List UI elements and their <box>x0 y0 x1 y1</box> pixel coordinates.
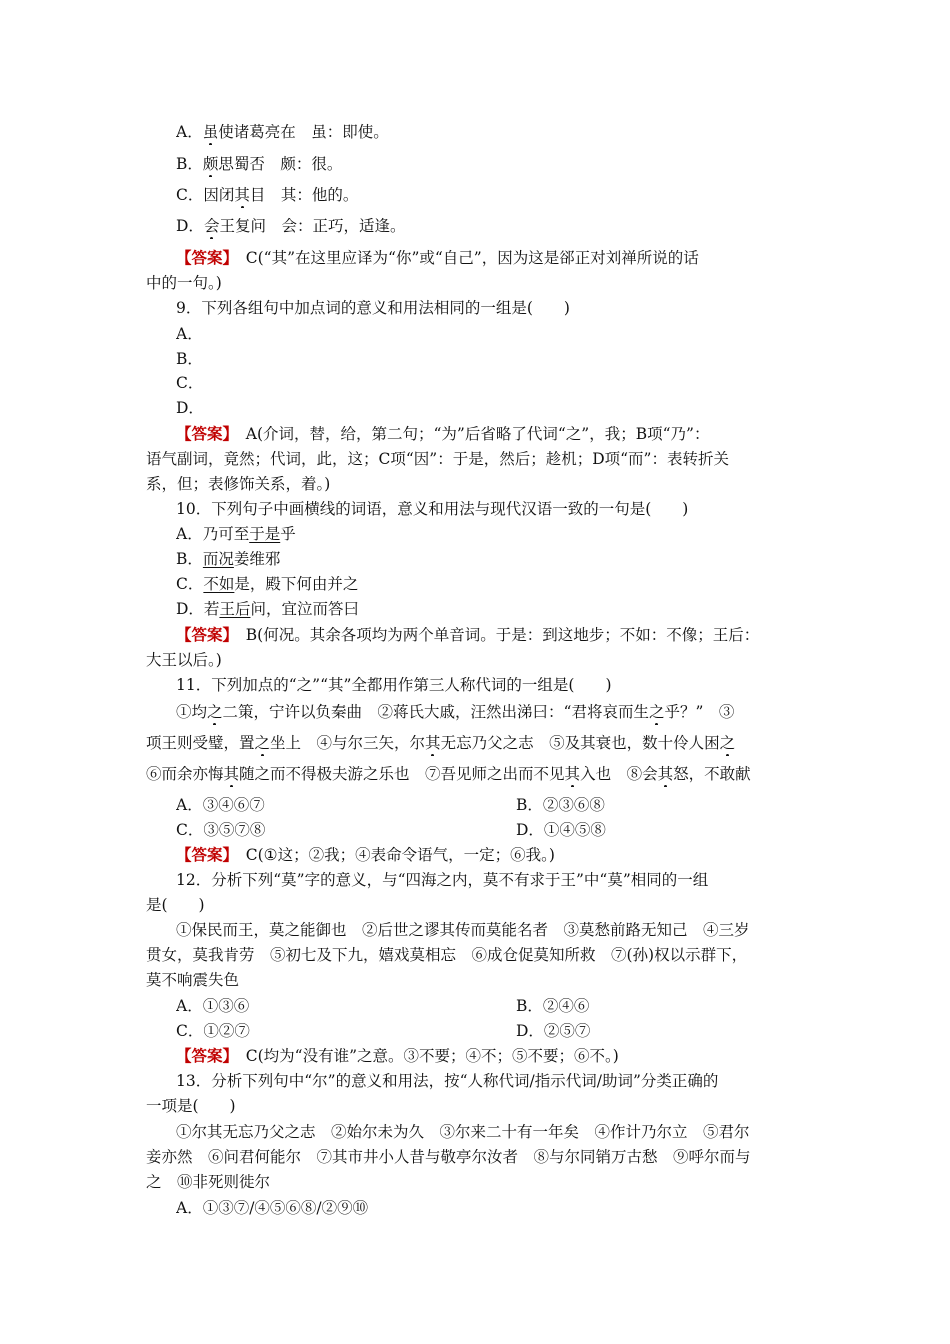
q11-stem: 11．下列加点的“之”“其”全都用作第三人称代词的一组是( ) <box>176 676 612 694</box>
q11-option-c: C．③⑤⑦⑧ <box>176 821 266 839</box>
q10-option-d: D．若王后问，宜泣而答曰 <box>176 600 359 618</box>
q12-option-d: D．②⑤⑦ <box>516 1022 591 1040</box>
emphasis-dot-char: 其 <box>224 761 240 787</box>
answer-tag: 【答案】 <box>176 424 231 443</box>
q10-option-b: B．而况姜维邪 <box>176 550 281 568</box>
q12-option-c: C．①②⑦ <box>176 1022 250 1040</box>
q9-option-d: D． <box>176 399 204 417</box>
emphasis-dot-char: 其 <box>565 761 581 787</box>
q13-stem-cont: 一项是( ) <box>146 1097 236 1115</box>
q9-option-b: B． <box>176 350 203 368</box>
emphasis-dot-char: 会 <box>204 213 220 239</box>
q12-option-a: A．①③⑥ <box>176 997 250 1015</box>
q12-stem: 12．分析下列“莫”字的意义，与“四海之内，莫不有求于王”中“莫”相同的一组 <box>176 871 709 889</box>
q11-passage-line: ①均之二策，宁许以负秦曲 ②蒋氏大戚，汪然出涕曰：“君将哀而生之乎？” ③ <box>176 699 810 725</box>
q8-option-b: B．颇思蜀否 颇：很。 <box>176 151 810 177</box>
q12-answer: 【答案】 C(均为“没有谁”之意。③不要；④不；⑤不要；⑥不。) <box>176 1046 619 1065</box>
q11-option-a: A．③④⑥⑦ <box>176 796 265 814</box>
q13-option-a: A．①③⑦/④⑤⑥⑧/②⑨⑩ <box>176 1199 369 1217</box>
q11-passage-line: 项王则受璧，置之坐上 ④与尔三矢，尔其无忘乃父之志 ⑤及其衰也，数十伶人困之 <box>146 730 810 756</box>
q9-answer: 【答案】 A(介词，替，给，第二句；“为”后省略了代词“之”，我；B项“乃”： <box>176 424 710 443</box>
q10-answer: 【答案】 B(何况。其余各项均为两个单音词。于是：到这地步；不如：不像；王后： <box>176 625 760 644</box>
q10-stem: 10．下列句子中画横线的词语，意义和用法与现代汉语一致的一句是( ) <box>176 500 689 518</box>
underlined-word: 王后 <box>219 600 251 618</box>
q8-answer: 【答案】 C(“其”在这里应译为“你”或“自己”，因为这是郤正对刘禅所说的话 <box>176 248 699 267</box>
emphasis-dot-char: 颇 <box>203 151 219 177</box>
emphasis-dot-char: 虽 <box>203 119 219 145</box>
q13-passage-line: ①尔其无忘乃父之志 ②始尔未为久 ③尔来二十有一年矣 ④作计乃尔立 ⑤君尔 <box>176 1123 750 1141</box>
underlined-word: 而况 <box>202 550 234 568</box>
underlined-word: 于是 <box>249 525 281 543</box>
answer-tag: 【答案】 <box>176 248 231 267</box>
emphasis-dot-char: 其 <box>425 730 441 756</box>
q11-option-b: B．②③⑥⑧ <box>516 796 605 814</box>
q12-passage-line: 莫不响震失色 <box>146 971 240 989</box>
emphasis-dot-char: 之 <box>720 730 736 756</box>
q12-passage-line: ①保民而王，莫之能御也 ②后世之谬其传而莫能名者 ③莫愁前路无知己 ④三岁 <box>176 921 750 939</box>
emphasis-dot-char: 之 <box>207 699 223 725</box>
q8-answer-cont: 中的一句。) <box>146 274 222 292</box>
q11-answer: 【答案】 C(①这；②我；④表命令语气，一定；⑥我。) <box>176 845 555 864</box>
q11-passage-line: ⑥而余亦悔其随之而不得极夫游之乐也 ⑦吾见师之出而不见其入也 ⑧会其怒，不敢献 <box>146 761 810 787</box>
q13-stem: 13．分析下列句中“尔”的意义和用法，按“人称代词/指示代词/助词”分类正确的 <box>176 1072 719 1090</box>
answer-tag: 【答案】 <box>176 625 231 644</box>
emphasis-dot-char: 之 <box>255 730 271 756</box>
emphasis-dot-char: 之 <box>649 699 665 725</box>
q8-option-a: A．虽使诸葛亮在 虽：即使。 <box>176 119 810 145</box>
q11-option-d: D．①④⑤⑧ <box>516 821 606 839</box>
underlined-word: 不如 <box>203 575 235 593</box>
emphasis-dot-char: 其 <box>658 761 674 787</box>
answer-tag: 【答案】 <box>176 845 231 864</box>
q13-passage-line: 妾亦然 ⑥问君何能尔 ⑦其市井小人昔与敬亭尔汝者 ⑧与尔同销万古愁 ⑨呼尔而与 <box>146 1148 751 1166</box>
q8-option-c: C．因闭其目 其：他的。 <box>176 182 810 208</box>
q9-answer-cont: 系，但；表修饰关系，着。) <box>146 475 331 493</box>
q12-stem-cont: 是( ) <box>146 896 205 914</box>
q12-passage-line: 贯女，莫我肯劳 ⑤初七及下九，嬉戏莫相忘 ⑥成仓促莫知所救 ⑦(孙)权以示群下， <box>146 946 748 964</box>
q9-stem: 9．下列各组句中加点词的意义和用法相同的一组是( ) <box>176 299 570 317</box>
q10-option-a: A．乃可至于是乎 <box>176 525 296 543</box>
q13-passage-line: 之 ⑩非死则徙尔 <box>146 1173 271 1191</box>
answer-tag: 【答案】 <box>176 1046 231 1065</box>
q12-option-b: B．②④⑥ <box>516 997 590 1015</box>
q9-option-c: C． <box>176 374 204 392</box>
emphasis-dot-char: 其 <box>234 182 250 208</box>
q8-option-d: D．会王复问 会：正巧，适逢。 <box>176 213 810 239</box>
q10-answer-cont: 大王以后。) <box>146 651 222 669</box>
q10-option-c: C．不如是，殿下何由并之 <box>176 575 359 593</box>
q9-answer-cont: 语气副词，竟然；代词，此，这；C项“因”：于是，然后；趁机；D项“而”：表转折关 <box>146 450 729 468</box>
q9-option-a: A． <box>176 325 203 343</box>
